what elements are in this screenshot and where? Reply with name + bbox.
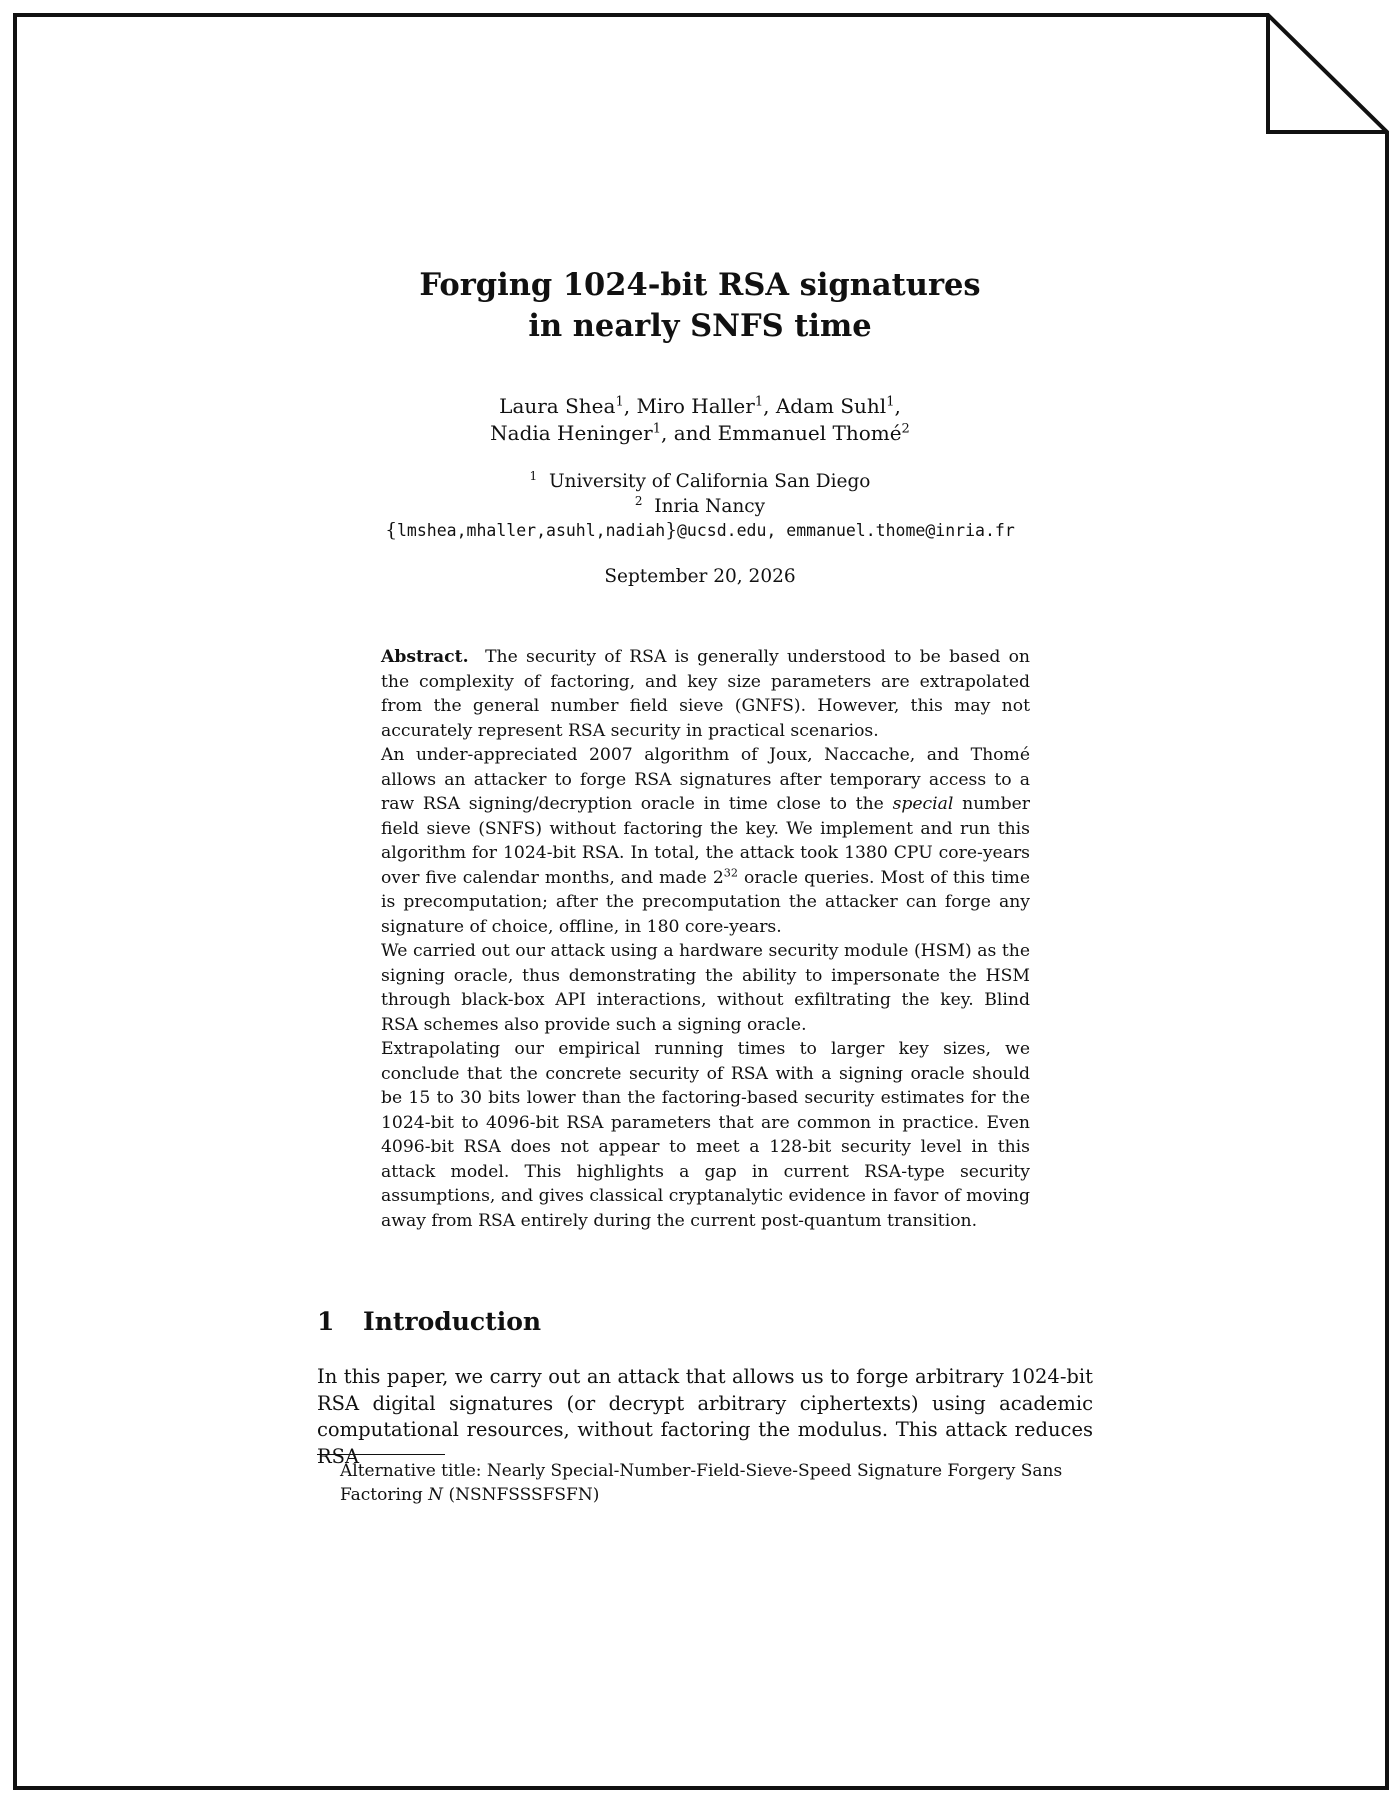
author-name: Emmanuel Thomé xyxy=(717,421,902,445)
abstract-paragraph-3: We carried out our attack using a hardware security module (HSM) as the signing oracle, thus demonstrating the ability to impersonate the HSM through black-box API interactions, without exfiltrating the key. Blind RSA schemes also provide such a signing oracle. xyxy=(381,941,1030,1035)
affiliations xyxy=(0,470,1400,544)
section-heading-introduction xyxy=(317,1306,541,1338)
abstract-text: An under-appreciated 2007 algorithm of Joux, Naccache, and Thomé allows an attacker to forge RSA signatures after temporary access to a raw RSA signing/decryption oracle in time close to the xyxy=(381,745,1030,814)
email-brace-close: } xyxy=(665,520,677,541)
author-name: Nadia Heninger xyxy=(490,421,653,445)
author-separator: , and xyxy=(660,421,718,445)
title-line-1: Forging 1024-bit RSA signatures xyxy=(419,267,981,303)
affiliation-2 xyxy=(0,495,1400,520)
paper-title xyxy=(0,265,1400,347)
affiliation-1 xyxy=(0,470,1400,495)
author-name: Miro Haller xyxy=(636,394,755,418)
author-line-2 xyxy=(0,420,1400,447)
author-affiliation-mark: 1 xyxy=(652,421,661,437)
affiliation-name: Inria Nancy xyxy=(654,495,766,517)
author-name: Laura Shea xyxy=(499,394,616,418)
affiliation-number: 1 xyxy=(529,468,538,483)
email-brace-open: { xyxy=(385,520,397,541)
abstract-emphasis: special xyxy=(892,794,954,814)
author-affiliation-mark: 1 xyxy=(754,394,764,410)
footnote-text: (NSNFSSSFSFN) xyxy=(443,1485,600,1505)
section-number: 1 xyxy=(317,1307,335,1336)
abstract-paragraph-4: Extrapolating our empirical running times to larger key sizes, we conclude that the concrete security of RSA with a signing oracle should be 15 to 30 bits lower than the factoring-based security estimates for the 1024-bit to 4096-bit RSA parameters that are common in practice. Even 4096-bit RSA does not appear to meet a 128-bit security level in this attack model. This highlights a gap in current RSA-type security assumptions, and gives classical cryptanalytic evidence in favor of moving away from RSA entirely during the current post-quantum transition. xyxy=(381,1039,1030,1231)
author-separator: , xyxy=(894,394,901,418)
footnote-text: Alternative title: Nearly Special-Number-Field-Sieve-Speed Signature Forgery Sans Factoring xyxy=(340,1461,1063,1505)
footnote xyxy=(340,1459,1093,1507)
abstract-paragraph-1 xyxy=(381,645,1030,743)
section-title: Introduction xyxy=(363,1307,542,1336)
author-affiliation-mark: 2 xyxy=(901,421,910,437)
abstract-paragraph-2 xyxy=(381,743,1030,939)
author-separator: , xyxy=(763,394,776,418)
author-separator: , xyxy=(623,394,637,418)
abstract-text: number field sieve (SNFS) without factoring the key. We implement and run this algorithm for 1024-bit RSA. In total, the attack took 1380 CPU core-years over five calendar months, and made 2 xyxy=(381,794,1030,888)
email-domains: @ucsd.edu, emmanuel.thome@inria.fr xyxy=(677,521,1015,540)
author-line-1 xyxy=(0,393,1400,420)
footnote-rule xyxy=(317,1454,445,1455)
footnote-variable: N xyxy=(428,1485,444,1505)
paper-date: September 20, 2026 xyxy=(604,566,796,587)
abstract-exponent: 32 xyxy=(723,865,738,879)
email-line xyxy=(0,519,1400,544)
author-list xyxy=(0,393,1400,447)
title-line-2: in nearly SNFS time xyxy=(528,308,872,344)
abstract-text: oracle queries. Most of this time is precomputation; after the precomputation the attacker can forge any signature of choice, offline, in 180 core-years. xyxy=(381,867,1030,937)
abstract-text: The security of RSA is generally understood to be based on the complexity of factoring, and key size parameters are extrapolated from the general number field sieve (GNFS). However, this may not accurately represent RSA security in practical scenarios. xyxy=(381,647,1030,741)
abstract-label: Abstract. xyxy=(381,647,469,667)
email-usernames: lmshea,mhaller,asuhl,nadiah xyxy=(397,521,666,540)
author-affiliation-mark: 1 xyxy=(886,394,895,410)
author-affiliation-mark: 1 xyxy=(615,394,624,410)
author-name: Adam Suhl xyxy=(775,394,887,418)
affiliation-number: 2 xyxy=(634,493,643,508)
affiliation-name: University of California San Diego xyxy=(548,471,871,492)
abstract xyxy=(381,645,1030,1233)
introduction-paragraph: In this paper, we carry out an attack that allows us to forge arbitrary 1024-bit RSA digital signatures (or decrypt arbitrary ciphertexts) using academic computational resources, without factoring the modulus. This attack reduces RSA xyxy=(317,1365,1093,1468)
